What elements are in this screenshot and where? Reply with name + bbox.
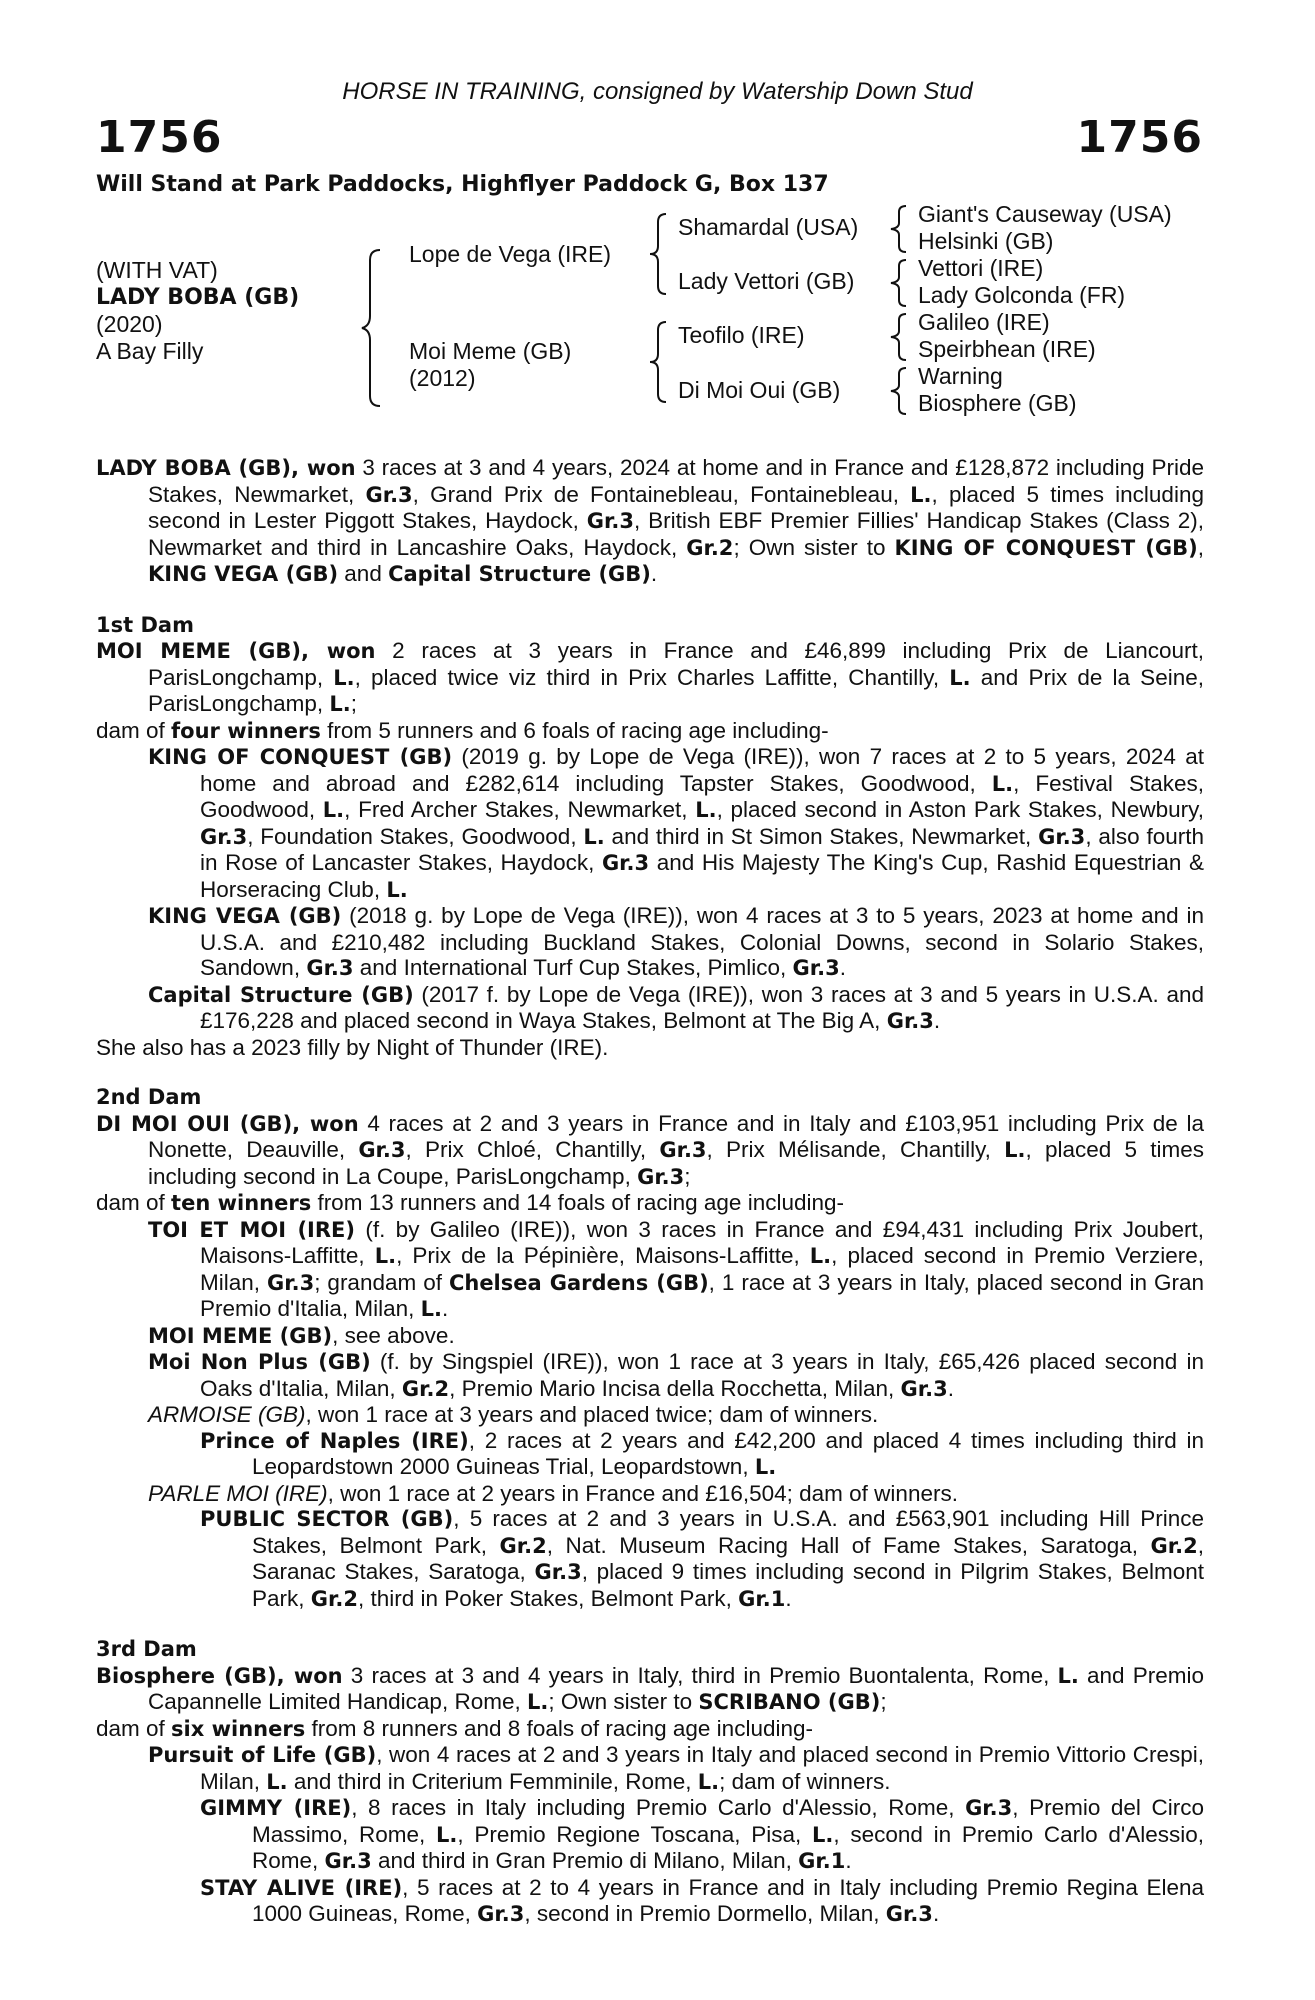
lot-number-left: 1756 xyxy=(96,112,223,163)
first-dam-produce-summary: dam of four winners from 5 runners and 6 foals of racing age including- xyxy=(96,717,829,743)
produce-king-of-conquest: KING OF CONQUEST (GB) (2019 g. by Lope de Vega (IRE)), won 7 races at 2 to 5 years, 2024 at home and abroad and £282,614 including Tapster Stakes, Goodwood, L., Festival Stakes, Goodwood, L., Fred Archer Stakes, Newmarket, L., placed second in Aston Park Stakes, Newbury, Gr.3, Foundation Stakes, Goodwood, L. and third in St Simon Stakes, Newmarket, Gr.3, also fourth in Rose of Lancaster Stakes, Haydock, Gr.3 and His Majesty The King's Cup, Rashid Equestrian & Horseracing Club, L. xyxy=(148,744,1205,902)
produce-public-sector: PUBLIC SECTOR (GB), 5 races at 2 and 3 years in U.S.A. and £563,901 including Hill Prince Stakes, Belmont Park, Gr.2, Nat. Museum Racing Hall of Fame Stakes, Saratoga, Gr.2, Saranac Stakes, Saratoga, Gr.3, placed 9 times including second in Pilgrim Stakes, Belmont Park, Gr.2, third in Poker Stakes, Belmont Park, Gr.1. xyxy=(200,1506,1204,1611)
sire-sire: Shamardal (USA) xyxy=(678,214,859,240)
dss: Galileo (IRE) xyxy=(918,309,1050,335)
produce-moi-non-plus: Moi Non Plus (GB) (f. by Singspiel (IRE)), won 1 race at 3 years in Italy, £65,426 placed second in Oaks d'Italia, Milan, Gr.2, Premio Mario Incisa della Rocchetta, Milan, Gr.3. xyxy=(148,1349,1204,1401)
ssd: Helsinki (GB) xyxy=(918,228,1054,254)
produce-pursuit-of-life: Pursuit of Life (GB), won 4 races at 2 and 3 years in Italy and placed second in Premio Vittorio Crespi, Milan, L. and third in Criterium Femminile, Rome, L.; dam of winners. xyxy=(148,1742,1205,1794)
first-dam-heading: 1st Dam xyxy=(96,612,194,637)
produce-moi-meme: MOI MEME (GB), see above. xyxy=(148,1322,455,1348)
horse-summary: LADY BOBA (GB), won 3 races at 3 and 4 years, 2024 at home and in France and £128,872 including Pride Stakes, Newmarket, Gr.3, Grand Prix de Fontainebleau, Fontainebleau, L., placed 5 times including second in Lester Piggott Stakes, Haydock, Gr.3, British EBF Premier Fillies' Handicap Stakes (Class 2), Newmarket and third in Lancashire Oaks, Haydock, Gr.2; Own sister to KING OF CONQUEST (GB), KING VEGA (GB) and Capital Structure (GB). xyxy=(96,455,1205,586)
second-dam-record: DI MOI OUI (GB), won 4 races at 2 and 3 years in France and in Italy and £103,951 including Prix de la Nonette, Deauville, Gr.3, Prix Chloé, Chantilly, Gr.3, Prix Mélisande, Chantilly, L., placed 5 times including second in La Coupe, ParisLongchamp, Gr.3; xyxy=(96,1110,1205,1189)
bracket-di-moi-oui xyxy=(888,366,910,416)
ddd: Biosphere (GB) xyxy=(918,390,1077,416)
consignment-line: HORSE IN TRAINING, consigned by Watership Down Stud xyxy=(342,78,973,105)
first-dam-note: She also has a 2023 filly by Night of Thunder (IRE). xyxy=(96,1034,609,1060)
sds: Vettori (IRE) xyxy=(918,255,1044,281)
main-bracket xyxy=(360,248,390,408)
dds: Warning xyxy=(918,363,1003,389)
produce-stay-alive: STAY ALIVE (IRE), 5 races at 2 to 4 years in France and in Italy including Premio Regina Elena 1000 Guineas, Rome, Gr.3, second in Premio Dormello, Milan, Gr.3. xyxy=(200,1874,1204,1926)
produce-prince-of-naples: Prince of Naples (IRE), 2 races at 2 years and £42,200 and placed 4 times including third in Leopardstown 2000 Guineas Trial, Leopardstown, L. xyxy=(200,1427,1205,1479)
first-dam-record: MOI MEME (GB), won 2 races at 3 years in France and £46,899 including Prix de Liancourt, ParisLongchamp, L., placed twice viz third in Prix Charles Laffitte, Chantilly, L. and Prix de la Seine, ParisLongchamp, L.; xyxy=(96,638,1204,716)
stable-location: Will Stand at Park Paddocks, Highflyer Paddock G, Box 137 xyxy=(96,172,829,197)
catalogue-body xyxy=(96,455,1204,1928)
dam-year: (2012) xyxy=(409,365,476,391)
dam: Moi Meme (GB) xyxy=(409,338,572,364)
produce-capital-structure: Capital Structure (GB) (2017 f. by Lope de Vega (IRE)), won 3 races at 3 and 5 years in U.S.A. and £176,228 and placed second in Waya Stakes, Belmont at The Big A, Gr.3. xyxy=(148,981,1205,1033)
third-dam-produce-summary: dam of six winners from 8 runners and 8 foals of racing age including- xyxy=(96,1715,813,1741)
third-dam-heading: 3rd Dam xyxy=(96,1637,197,1661)
produce-armoise: ARMOISE (GB), won 1 race at 3 years and placed twice; dam of winners. xyxy=(148,1402,879,1427)
second-dam-heading: 2nd Dam xyxy=(96,1085,202,1109)
sss: Giant's Causeway (USA) xyxy=(918,201,1172,227)
lot-number-right: 1756 xyxy=(1076,112,1203,163)
produce-gimmy: GIMMY (IRE), 8 races in Italy including Premio Carlo d'Alessio, Rome, Gr.3, Premio del Circo Massimo, Rome, L., Premio Regione Toscana, Pisa, L., second in Premio Carlo d'Alessio, Rome, Gr.3 and third in Gran Premio di Milano, Milan, Gr.1. xyxy=(200,1795,1204,1873)
dam-sire: Teofilo (IRE) xyxy=(678,322,805,348)
vat-note: (WITH VAT) xyxy=(96,257,218,283)
produce-king-vega: KING VEGA (GB) (2018 g. by Lope de Vega (IRE)), won 4 races at 3 to 5 years, 2023 at home and in U.S.A. and £210,482 including Buckland Stakes, Colonial Downs, second in Solario Stakes, Sandown, Gr.3 and International Turf Cup Stakes, Pimlico, Gr.3. xyxy=(148,903,1205,980)
second-dam-produce-summary: dam of ten winners from 13 runners and 14 foals of racing age including- xyxy=(96,1190,845,1215)
dsd: Speirbhean (IRE) xyxy=(918,336,1096,362)
produce-parle-moi: PARLE MOI (IRE), won 1 race at 2 years in France and £16,504; dam of winners. xyxy=(148,1480,958,1506)
foaling-year: (2020) xyxy=(96,311,163,337)
horse-description: A Bay Filly xyxy=(96,338,204,364)
bracket-teofilo xyxy=(888,312,910,362)
third-dam-record: Biosphere (GB), won 3 races at 3 and 4 years in Italy, third in Premio Buontalenta, Rome, L. and Premio Capannelle Limited Handicap, Rome, L.; Own sister to SCRIBANO (GB); xyxy=(96,1662,1204,1714)
horse-name: LADY BOBA (GB) xyxy=(96,285,300,310)
bracket-shamardal xyxy=(888,204,910,254)
sire-dam: Lady Vettori (GB) xyxy=(678,268,855,294)
bracket-lady-vettori xyxy=(888,258,910,308)
dam-dam: Di Moi Oui (GB) xyxy=(678,377,841,403)
sdd: Lady Golconda (FR) xyxy=(918,282,1126,308)
dam-bracket xyxy=(648,320,672,404)
sire: Lope de Vega (IRE) xyxy=(409,241,612,267)
sire-bracket xyxy=(648,212,672,296)
produce-toi-et-moi: TOI ET MOI (IRE) (f. by Galileo (IRE)), won 3 races in France and £94,431 including Prix Joubert, Maisons-Laffitte, L., Prix de la Pépinière, Maisons-Laffitte, L., placed second in Premio Verziere, Milan, Gr.3; grandam of Chelsea Gardens (GB), 1 race at 3 years in Italy, placed second in Gran Premio d'Italia, Milan, L.. xyxy=(148,1216,1205,1321)
